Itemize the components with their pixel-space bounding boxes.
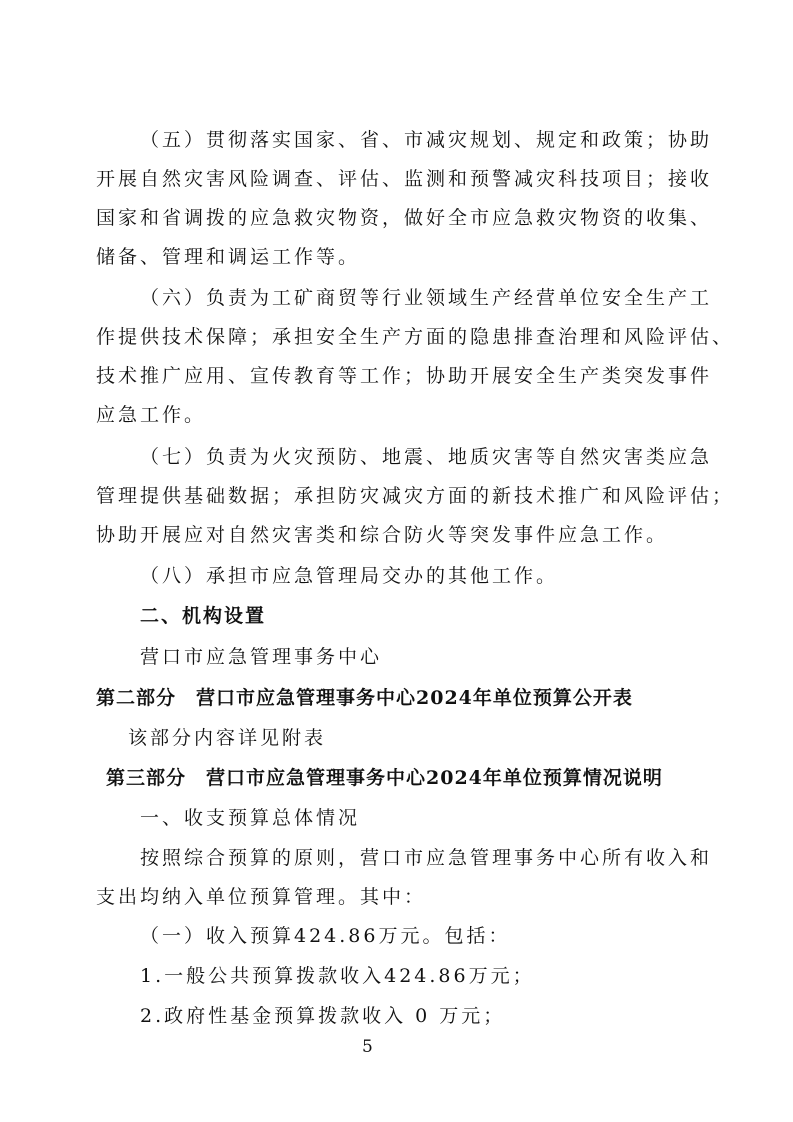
- part-three-intro-line2: 支出均纳入单位预算管理。其中：: [96, 886, 427, 908]
- p6-line3: 技术推广应用、宣传教育等工作；协助开展安全生产类突发事件: [96, 365, 713, 387]
- income-budget-line: （一）收入预算424.86万元。包括：: [140, 925, 511, 947]
- p5-line3: 国家和省调拨的应急救灾物资，做好全市应急救灾物资的收集、: [96, 207, 713, 229]
- part-two-body: 该部分内容详见附表: [128, 727, 327, 749]
- p5-line1: （五）贯彻落实国家、省、市减灾规划、规定和政策；协助: [140, 129, 713, 151]
- p6-line4: 应急工作。: [96, 404, 207, 426]
- section-two-body: 营口市应急管理事务中心: [140, 646, 383, 668]
- part-three-intro-line1: 按照综合预算的原则，营口市应急管理事务中心所有收入和: [140, 847, 713, 869]
- p6-line2: 作提供技术保障；承担安全生产方面的隐患排查治理和风险评估、: [96, 326, 735, 348]
- part-three-heading: 第三部分 营口市应急管理事务中心2024年单位预算情况说明: [106, 767, 663, 789]
- p8-line: （八）承担市应急管理局交办的其他工作。: [140, 565, 559, 587]
- page-number: 5: [362, 1037, 373, 1057]
- p7-line1: （七）负责为火灾预防、地震、地质灾害等自然灾害类应急: [140, 446, 713, 468]
- p5-line4: 储备、管理和调运工作等。: [96, 246, 361, 268]
- part-three-subheading: 一、收支预算总体情况: [140, 807, 361, 829]
- income-item-1: 1.一般公共预算拨款收入424.86万元；: [140, 965, 535, 987]
- p6-line1: （六）负责为工矿商贸等行业领域生产经营单位安全生产工: [140, 287, 713, 309]
- section-two-heading: 二、机构设置: [140, 605, 267, 627]
- p7-line3: 协助开展应对自然灾害类和综合防火等突发事件应急工作。: [96, 524, 669, 546]
- p5-line2: 开展自然灾害风险调查、评估、监测和预警减灾科技项目；接收: [96, 168, 713, 190]
- income-item-2: 2.政府性基金预算拨款收入 0 万元；: [140, 1005, 506, 1027]
- part-two-heading: 第二部分 营口市应急管理事务中心2024年单位预算公开表: [96, 687, 633, 709]
- p7-line2: 管理提供基础数据；承担防灾减灾方面的新技术推广和风险评估；: [96, 485, 735, 507]
